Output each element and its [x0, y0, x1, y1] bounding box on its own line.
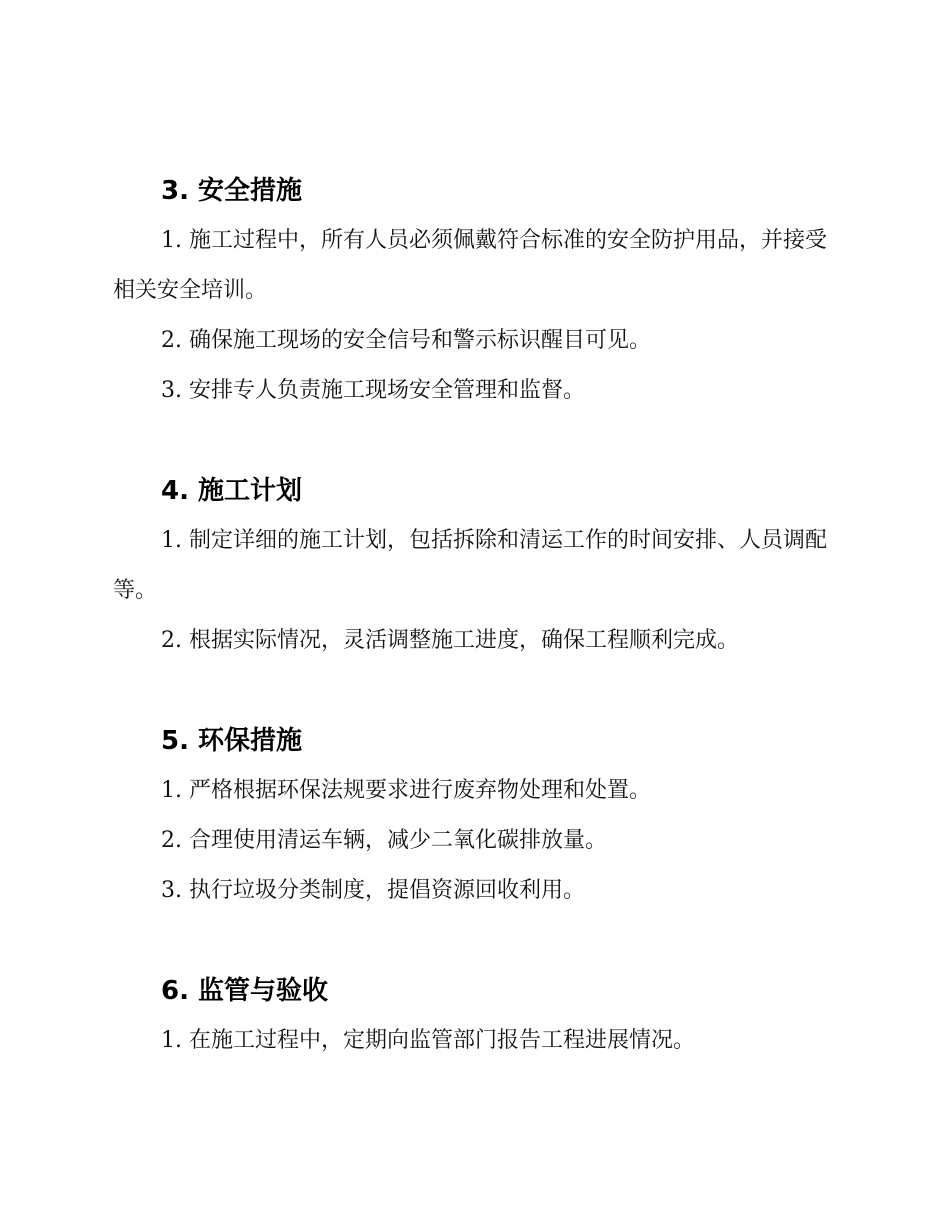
section-safety-measures — [113, 166, 833, 416]
paragraph: 1. 制定详细的施工计划，包括拆除和清运工作的时间安排、人员调配等。 — [113, 528, 827, 603]
paragraph: 3. 执行垃圾分类制度，提倡资源回收利用。 — [161, 878, 585, 903]
section-supervision-acceptance — [113, 966, 833, 1066]
paragraph: 2. 确保施工现场的安全信号和警示标识醒目可见。 — [161, 328, 651, 353]
paragraph: 2. 根据实际情况，灵活调整施工进度，确保工程顺利完成。 — [161, 628, 739, 653]
paragraph: 1. 施工过程中，所有人员必须佩戴符合标准的安全防护用品，并接受相关安全培训。 — [113, 228, 827, 303]
paragraph: 1. 在施工过程中，定期向监管部门报告工程进展情况。 — [161, 1028, 695, 1053]
paragraph: 3. 安排专人负责施工现场安全管理和监督。 — [161, 378, 585, 403]
section-environmental-measures — [113, 716, 833, 916]
section-heading: 6. 监管与验收 — [161, 976, 329, 1006]
section-heading: 3. 安全措施 — [161, 176, 303, 206]
section-heading: 4. 施工计划 — [161, 476, 303, 506]
paragraph: 1. 严格根据环保法规要求进行废弃物处理和处置。 — [161, 778, 651, 803]
document-body — [113, 166, 833, 1066]
section-construction-plan — [113, 466, 833, 666]
paragraph: 2. 合理使用清运车辆，减少二氧化碳排放量。 — [161, 828, 607, 853]
section-heading: 5. 环保措施 — [161, 726, 303, 756]
